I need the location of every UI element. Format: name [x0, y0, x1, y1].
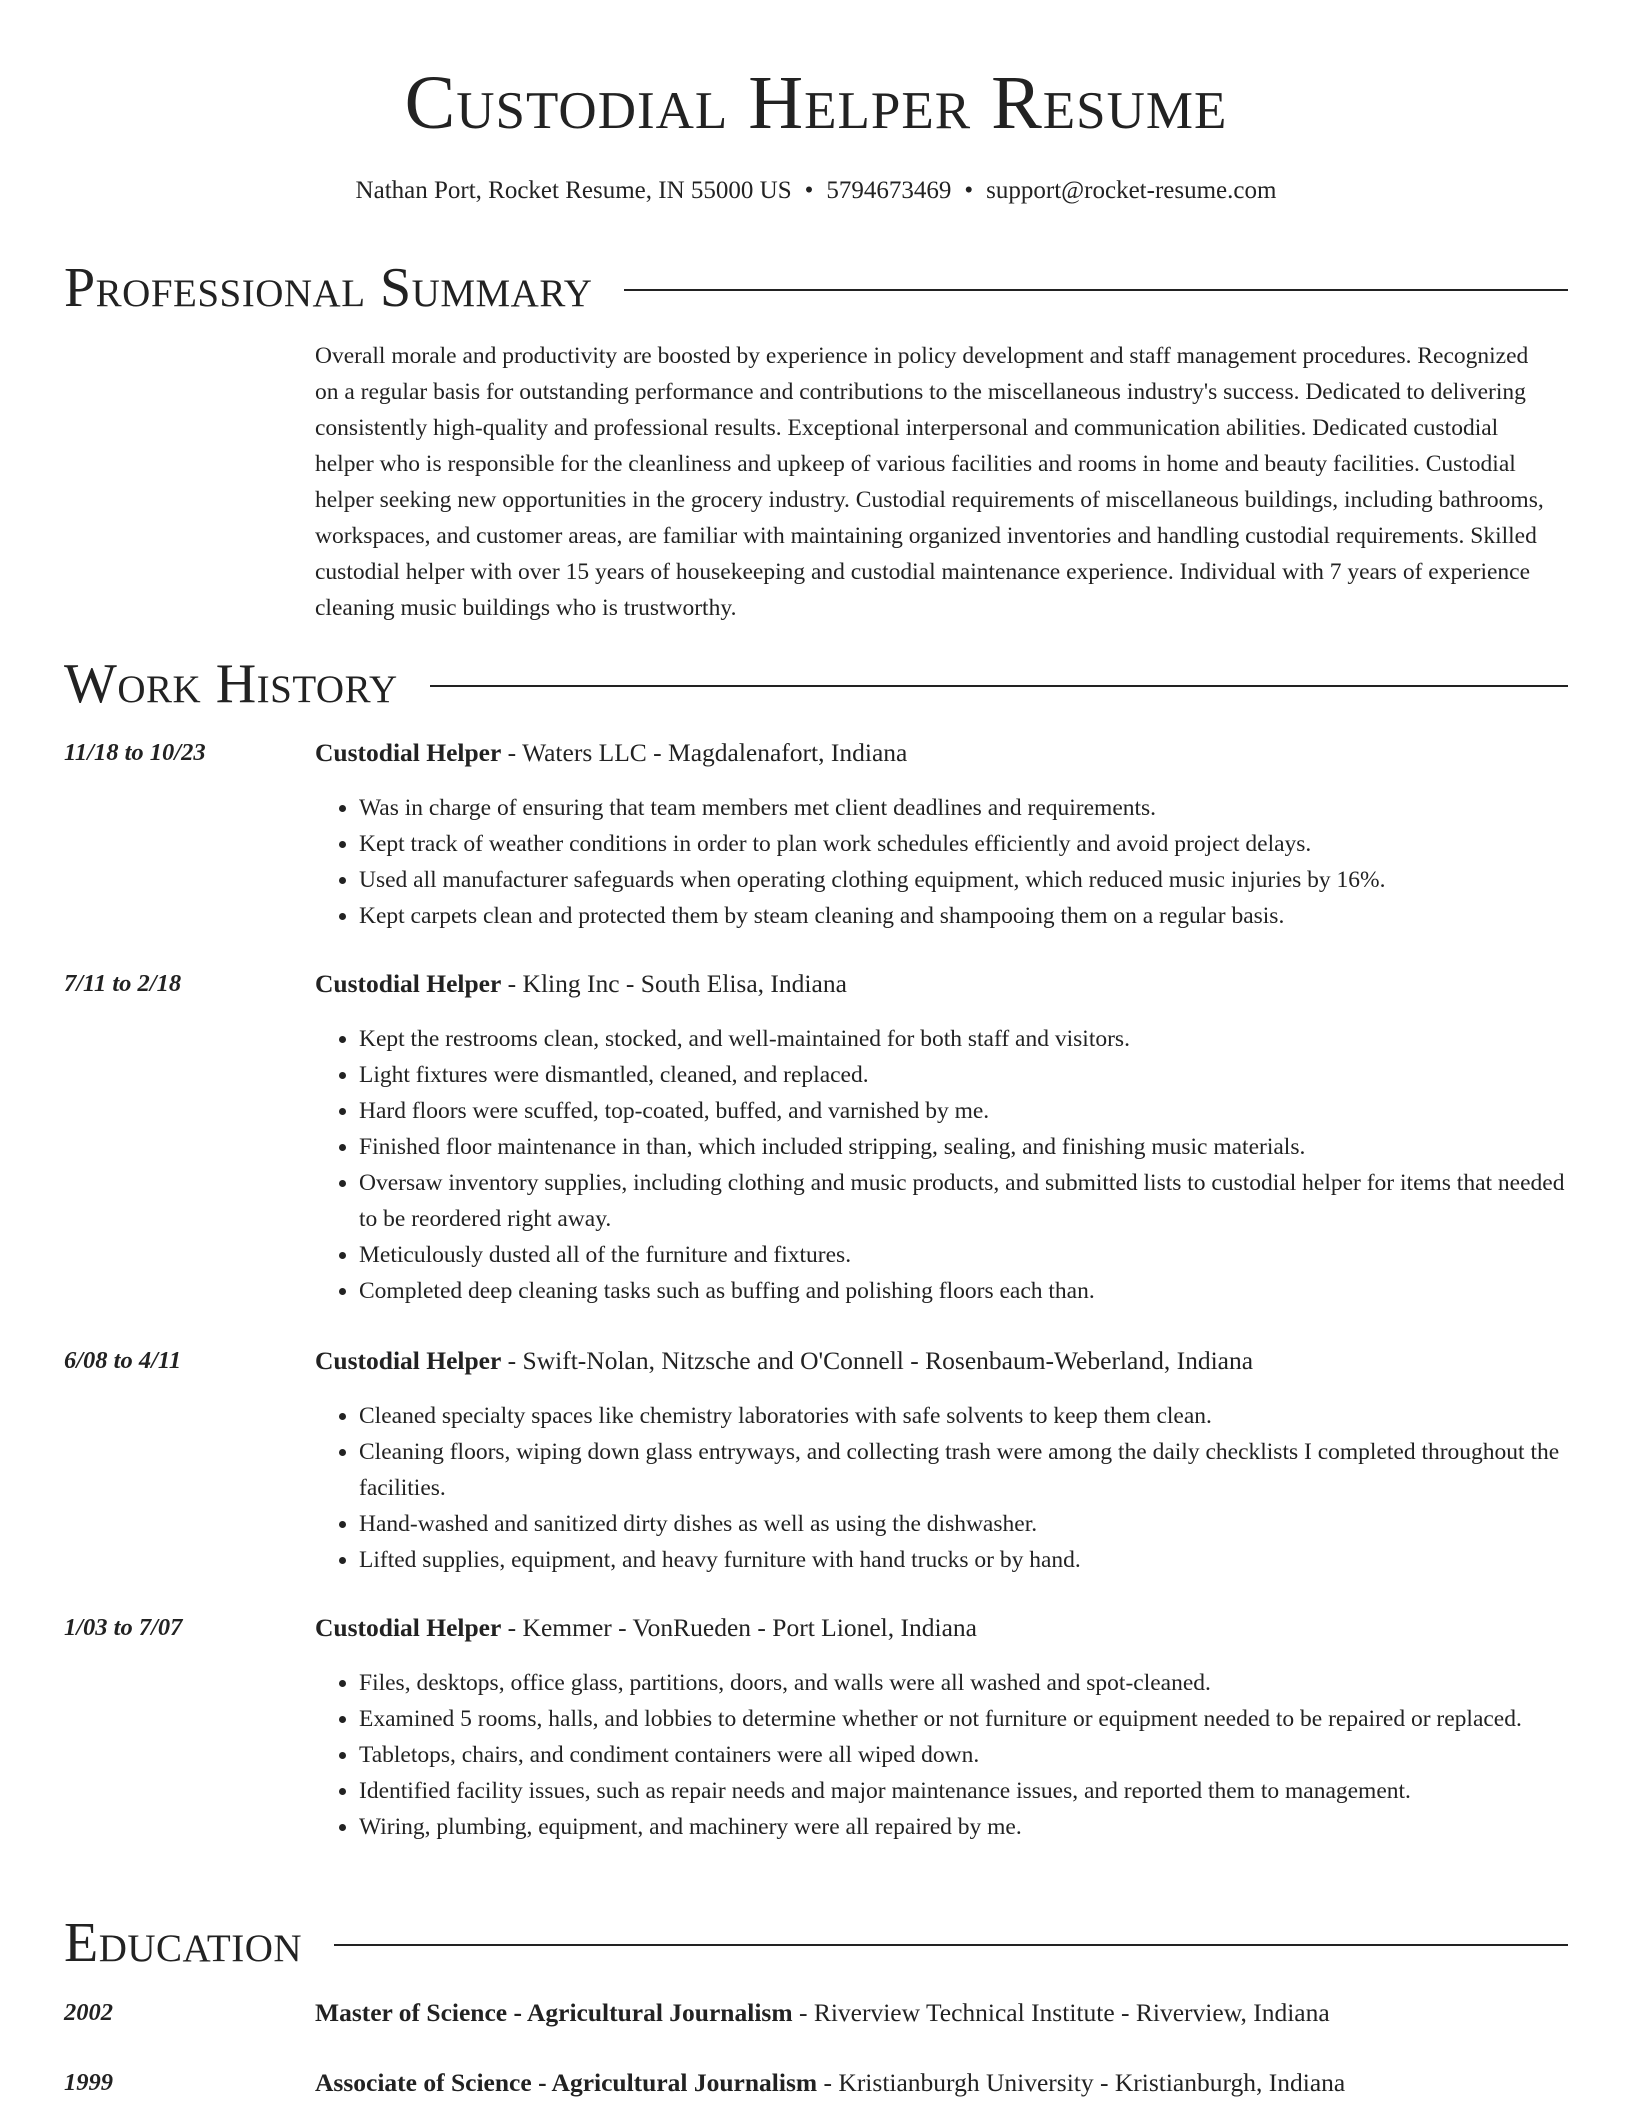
education-details: - Kristianburgh University - Kristianburgh, Indiana: [817, 2068, 1346, 2097]
page-title: Custodial Helper Resume: [404, 61, 1228, 145]
job-dates: 11/18 to 10/23: [64, 739, 206, 766]
job-bullet: • Tabletops, chairs, and condiment containers were all wiped down.: [359, 1737, 1568, 1773]
job-bullet: • Kept carpets clean and protected them by steam cleaning and shampooing them on a regular basis.: [359, 898, 1568, 934]
work-heading: Work History: [64, 653, 398, 715]
contact-phone: 5794673469: [826, 177, 952, 204]
summary-text: Overall morale and productivity are boosted by experience in policy development and staff management procedures. Recognized on a regular basis for outstanding performance and contributions to the miscellaneous industry's success. Dedicated to delivering consistently high-quality and professional results. Exceptional interpersonal and communication abilities. Dedicated custodial helper who is responsible for the cleanliness and upkeep of various facilities and rooms in home and beauty facilities. Custodial helper seeking new opportunities in the grocery industry. Custodial requirements of miscellaneous buildings, including bathrooms, workspaces, and customer areas, are familiar with maintaining organized inventories and handling custodial requirements. Skilled custodial helper with over 15 years of housekeeping and custodial maintenance experience. Individual with 7 years of experience cleaning music buildings who is trustworthy.: [315, 343, 1544, 621]
section-divider: [430, 685, 1568, 687]
job-bullet: • Lifted supplies, equipment, and heavy furniture with hand trucks or by hand.: [359, 1542, 1568, 1578]
education-entry: [64, 1996, 1568, 2030]
job-bullet: • Completed deep cleaning tasks such as buffing and polishing floors each than.: [359, 1273, 1568, 1309]
job-heading: [315, 1344, 1568, 1378]
contact-email: support@rocket-resume.com: [986, 177, 1277, 204]
job-title: Custodial Helper: [315, 969, 502, 998]
section-divider: [334, 1944, 1568, 1946]
job-details: - Kemmer - VonRueden - Port Lionel, Indiana: [501, 1613, 977, 1642]
education-year: 2002: [64, 1999, 113, 2026]
job-bullet: • Examined 5 rooms, halls, and lobbies to determine whether or not furniture or equipment needed to be repaired or replaced.: [359, 1701, 1568, 1737]
job-bullet: • Used all manufacturer safeguards when operating clothing equipment, which reduced music injuries by 16%.: [359, 862, 1568, 898]
contact-line: [0, 174, 1632, 208]
job-bullet: • Wiring, plumbing, equipment, and machinery were all repaired by me.: [359, 1809, 1568, 1845]
job-bullets: [315, 1665, 1568, 1845]
job-title: Custodial Helper: [315, 1346, 502, 1375]
job-dates: 1/03 to 7/07: [64, 1614, 183, 1641]
job-details: - Waters LLC - Magdalenafort, Indiana: [501, 738, 908, 767]
job-entry: [64, 736, 1568, 934]
job-entry: [64, 1344, 1568, 1578]
summary-heading: Professional Summary: [64, 257, 593, 319]
job-heading: [315, 967, 1568, 1001]
education-year: 1999: [64, 2069, 113, 2096]
job-bullet: • Was in charge of ensuring that team members met client deadlines and requirements.: [359, 790, 1568, 826]
job-bullet: • Files, desktops, office glass, partitions, doors, and walls were all washed and spot-cleaned.: [359, 1665, 1568, 1701]
job-bullet: • Cleaned specialty spaces like chemistry laboratories with safe solvents to keep them clean.: [359, 1398, 1568, 1434]
job-title: Custodial Helper: [315, 1613, 502, 1642]
education-entry: [64, 2066, 1568, 2100]
education-degree: Associate of Science - Agricultural Journalism: [315, 2068, 818, 2097]
job-title: Custodial Helper: [315, 738, 502, 767]
contact-address: Nathan Port, Rocket Resume, IN 55000 US: [355, 177, 792, 204]
job-bullet: • Kept the restrooms clean, stocked, and well-maintained for both staff and visitors.: [359, 1021, 1568, 1057]
section-divider: [624, 289, 1568, 291]
job-bullet: • Light fixtures were dismantled, cleaned, and replaced.: [359, 1057, 1568, 1093]
job-bullet: • Finished floor maintenance in than, which included stripping, sealing, and finishing music materials.: [359, 1129, 1568, 1165]
job-entry: [64, 1611, 1568, 1845]
education-heading-line: [315, 1996, 1568, 2030]
job-bullets: [315, 1021, 1568, 1309]
job-bullet: • Identified facility issues, such as repair needs and major maintenance issues, and reported them to management.: [359, 1773, 1568, 1809]
job-bullets: [315, 1398, 1568, 1578]
job-heading: [315, 1611, 1568, 1645]
job-bullet: • Hard floors were scuffed, top-coated, buffed, and varnished by me.: [359, 1093, 1568, 1129]
job-dates: 6/08 to 4/11: [64, 1347, 182, 1374]
education-heading: Education: [64, 1912, 303, 1974]
work-section-header: [64, 652, 1568, 716]
job-bullet: • Cleaning floors, wiping down glass entryways, and collecting trash were among the daily checklists I completed throughout the facilities.: [359, 1434, 1568, 1506]
job-details: - Swift-Nolan, Nitzsche and O'Connell - Rosenbaum-Weberland, Indiana: [501, 1346, 1254, 1375]
job-bullet: • Hand-washed and sanitized dirty dishes as well as using the dishwasher.: [359, 1506, 1568, 1542]
education-section-header: [64, 1911, 1568, 1975]
job-bullet: • Kept track of weather conditions in order to plan work schedules efficiently and avoid project delays.: [359, 826, 1568, 862]
job-dates: 7/11 to 2/18: [64, 970, 182, 997]
job-entry: [64, 967, 1568, 1309]
education-heading-line: [315, 2066, 1568, 2100]
education-degree: Master of Science - Agricultural Journalism: [315, 1998, 793, 2027]
summary-section-header: [64, 256, 1568, 320]
job-details: - Kling Inc - South Elisa, Indiana: [501, 969, 847, 998]
job-bullets: [315, 790, 1568, 934]
job-bullet: • Meticulously dusted all of the furniture and fixtures.: [359, 1237, 1568, 1273]
job-bullet: • Oversaw inventory supplies, including clothing and music products, and submitted lists to custodial helper for items that needed to be reordered right away.: [359, 1165, 1568, 1237]
contact-separator: •: [964, 177, 974, 204]
job-heading: [315, 736, 1568, 770]
education-details: - Riverview Technical Institute - Riverview, Indiana: [792, 1998, 1330, 2027]
contact-separator: •: [804, 177, 814, 204]
